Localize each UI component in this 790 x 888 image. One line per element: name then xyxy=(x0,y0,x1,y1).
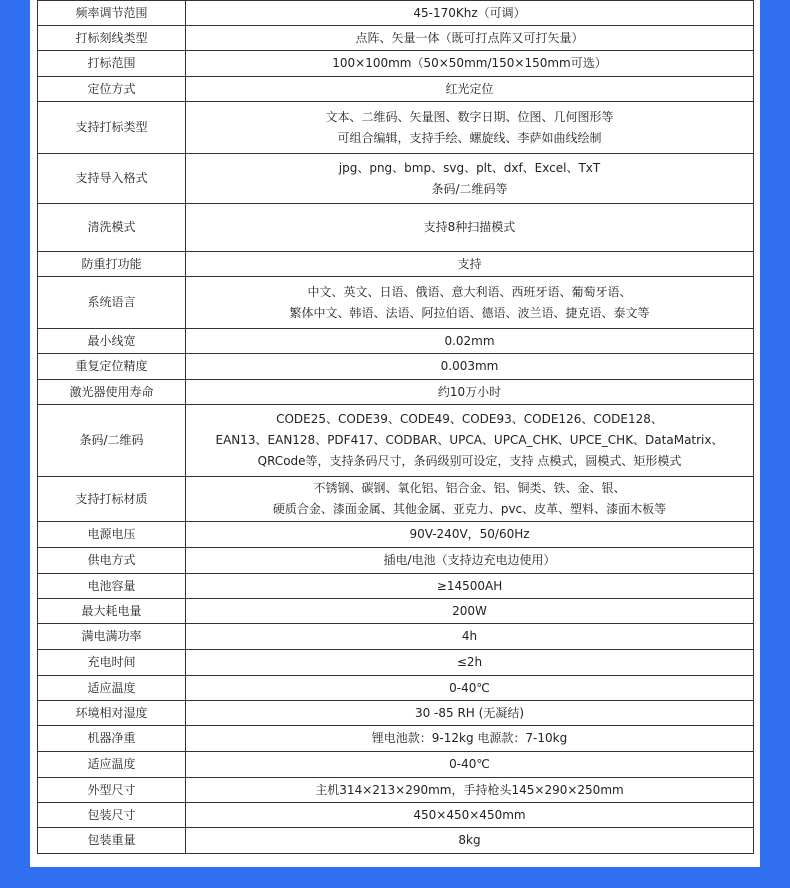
spec-value xyxy=(186,650,754,676)
spec-value-line: CODE25、CODE39、CODE49、CODE93、CODE126、CODE128、 xyxy=(276,412,663,426)
spec-value-line: 硬质合金、漆面金属、其他金属、亚克力、pvc、皮革、塑料、漆面木板等 xyxy=(272,502,667,516)
spec-label: 电池容量 xyxy=(38,574,186,599)
spec-value xyxy=(186,405,754,477)
spec-value-line: 0.02mm xyxy=(444,333,495,348)
spec-value-line: 45-170Khz（可调） xyxy=(413,5,526,20)
spec-value xyxy=(186,51,754,77)
table-row xyxy=(38,477,754,522)
spec-label: 防重打功能 xyxy=(38,252,186,277)
table-row xyxy=(38,599,754,624)
table-row xyxy=(38,329,754,354)
spec-value xyxy=(186,574,754,599)
spec-label: 打标刻线类型 xyxy=(38,26,186,51)
spec-value xyxy=(186,778,754,803)
spec-value xyxy=(186,252,754,277)
table-row xyxy=(38,548,754,574)
table-row xyxy=(38,77,754,102)
spec-value-line: 支持8种扫描模式 xyxy=(423,220,516,234)
table-row xyxy=(38,522,754,548)
spec-label: 充电时间 xyxy=(38,650,186,676)
spec-value-line: QRCode等，支持条码尺寸，条码级别可设定，支持 点模式，圆模式、矩形模式 xyxy=(257,454,682,468)
spec-value-line: 8kg xyxy=(458,833,481,847)
table-row xyxy=(38,574,754,599)
table-row xyxy=(38,726,754,752)
spec-value-line: 可组合编辑，支持手绘、螺旋线、李萨如曲线绘制 xyxy=(337,130,602,145)
spec-label: 清洗模式 xyxy=(38,204,186,252)
spec-value-line: 点阵、矢量一体（既可打点阵又可打矢量） xyxy=(355,30,584,45)
spec-value xyxy=(186,701,754,726)
spec-value-line: 约10万小时 xyxy=(437,384,502,399)
spec-value xyxy=(186,548,754,574)
spec-value xyxy=(186,599,754,624)
table-row xyxy=(38,676,754,701)
spec-value-line: 90V-240V，50/60Hz xyxy=(409,527,530,541)
table-row xyxy=(38,803,754,828)
spec-value-line: 主机314×213×290mm，手持枪头145×290×250mm xyxy=(315,782,624,797)
spec-value xyxy=(186,204,754,252)
table-row xyxy=(38,778,754,803)
spec-label: 满电满功率 xyxy=(38,624,186,650)
spec-value-line: 0-40℃ xyxy=(449,757,490,771)
spec-label: 环境相对湿度 xyxy=(38,701,186,726)
spec-value-line: jpg、png、bmp、svg、plt、dxf、Excel、TxT xyxy=(338,160,601,175)
spec-value xyxy=(186,1,754,26)
spec-label: 外型尺寸 xyxy=(38,778,186,803)
spec-value-line: 中文、英文、日语、俄语、意大利语、西班牙语、葡萄牙语、 xyxy=(307,284,632,299)
spec-label: 支持打标材质 xyxy=(38,477,186,522)
spec-label: 机器净重 xyxy=(38,726,186,752)
spec-label: 包装尺寸 xyxy=(38,803,186,828)
spec-value-line: 100×100mm（50×50mm/150×150mm可选） xyxy=(332,56,607,70)
spec-value-line: ≤2h xyxy=(456,655,483,669)
spec-label: 电源电压 xyxy=(38,522,186,548)
spec-label: 最大耗电量 xyxy=(38,599,186,624)
spec-label: 定位方式 xyxy=(38,77,186,102)
spec-label: 支持打标类型 xyxy=(38,102,186,154)
spec-value-line: 红光定位 xyxy=(445,81,494,96)
spec-value xyxy=(186,803,754,828)
spec-label: 系统语言 xyxy=(38,277,186,329)
spec-label: 打标范围 xyxy=(38,51,186,77)
spec-label: 条码/二维码 xyxy=(38,405,186,477)
table-row xyxy=(38,650,754,676)
spec-value xyxy=(186,277,754,329)
spec-value xyxy=(186,752,754,778)
spec-value xyxy=(186,26,754,51)
spec-value-line: ≥14500AH xyxy=(436,578,503,593)
spec-value-line: 200W xyxy=(452,603,487,618)
spec-value xyxy=(186,380,754,405)
spec-value xyxy=(186,77,754,102)
table-row xyxy=(38,102,754,154)
spec-value xyxy=(186,828,754,854)
spec-table-body xyxy=(38,1,754,854)
spec-value xyxy=(186,329,754,354)
table-row xyxy=(38,154,754,204)
spec-label: 最小线宽 xyxy=(38,329,186,354)
spec-label: 供电方式 xyxy=(38,548,186,574)
spec-value-line: 不锈钢、碳钢、氧化铝、铝合金、铝、铜类、铁、金、银、 xyxy=(313,481,626,495)
spec-label: 激光器使用寿命 xyxy=(38,380,186,405)
spec-value-line: 文本、二维码、矢量图、数字日期、位图、几何图形等 xyxy=(325,109,614,124)
spec-label: 支持导入格式 xyxy=(38,154,186,204)
spec-value-line: 条码/二维码等 xyxy=(431,181,508,196)
spec-value-line: 插电/电池（支持边充电边使用） xyxy=(383,553,556,567)
spec-label: 适应温度 xyxy=(38,676,186,701)
spec-value xyxy=(186,522,754,548)
spec-value xyxy=(186,624,754,650)
spec-value-line: 0.003mm xyxy=(440,359,499,373)
spec-value xyxy=(186,477,754,522)
table-row xyxy=(38,354,754,380)
spec-value-line: EAN13、EAN128、PDF417、CODBAR、UPCA、UPCA_CHK、UPCE_CHK、DataMatrix、 xyxy=(215,433,724,447)
table-row xyxy=(38,380,754,405)
spec-value-line: 0-40℃ xyxy=(449,680,490,695)
table-row xyxy=(38,277,754,329)
spec-value xyxy=(186,102,754,154)
table-row xyxy=(38,701,754,726)
table-row xyxy=(38,624,754,650)
spec-value xyxy=(186,726,754,752)
table-row xyxy=(38,828,754,854)
spec-table xyxy=(37,0,754,854)
table-row xyxy=(38,204,754,252)
spec-label: 重复定位精度 xyxy=(38,354,186,380)
spec-value-line: 锂电池款：9-12kg 电源款：7-10kg xyxy=(371,731,568,745)
spec-value-line: 4h xyxy=(461,629,478,643)
table-row xyxy=(38,26,754,51)
spec-value xyxy=(186,354,754,380)
table-row xyxy=(38,752,754,778)
spec-label: 包装重量 xyxy=(38,828,186,854)
spec-value-line: 繁体中文、韩语、法语、阿拉伯语、德语、波兰语、捷克语、泰文等 xyxy=(289,305,650,320)
table-row xyxy=(38,51,754,77)
table-row xyxy=(38,1,754,26)
spec-value xyxy=(186,676,754,701)
spec-label: 频率调节范围 xyxy=(38,1,186,26)
spec-value xyxy=(186,154,754,204)
spec-label: 适应温度 xyxy=(38,752,186,778)
spec-value-line: 30 -85 RH (无凝结) xyxy=(414,705,525,720)
spec-value-line: 450×450×450mm xyxy=(413,807,526,822)
spec-value-line: 支持 xyxy=(457,256,482,271)
table-row xyxy=(38,405,754,477)
table-row xyxy=(38,252,754,277)
